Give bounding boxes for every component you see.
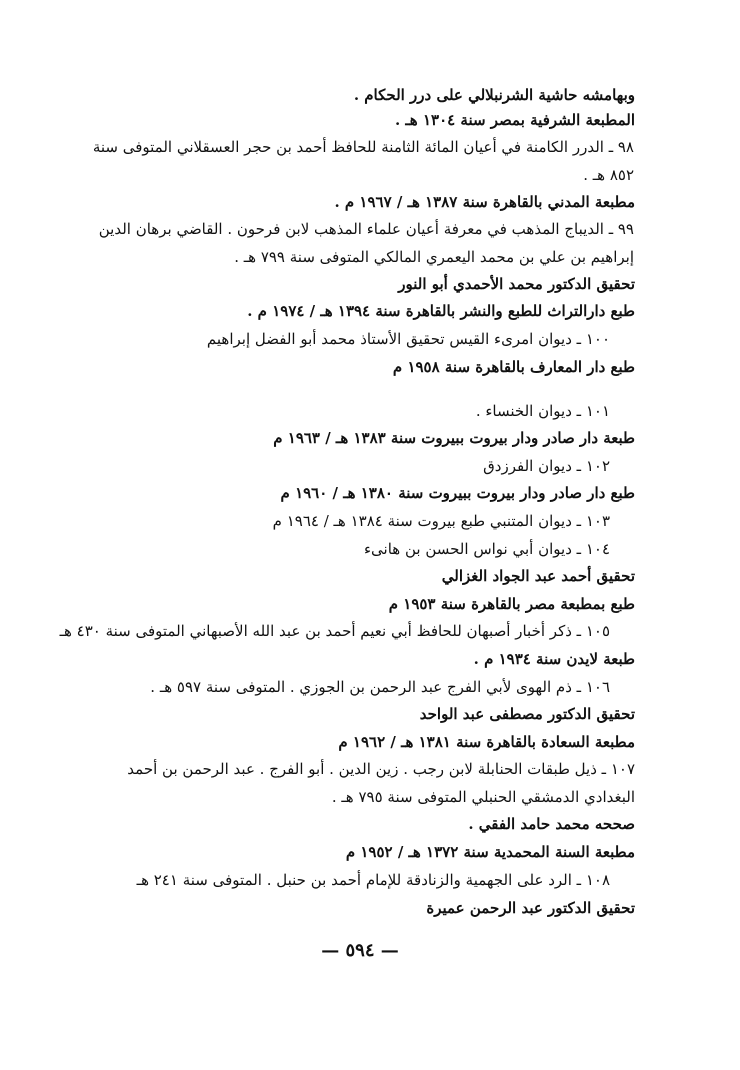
text-line: طبعة دار صادر ودار بيروت ببيروت سنة ١٣٨٣ هـ / ١٩٦٣ م [273, 429, 635, 447]
text-line: إبراهيم بن علي بن محمد اليعمري المالكي المتوفى سنة ٧٩٩ هـ . [234, 248, 634, 266]
text-line: ١٠٥ ـ ذكر أخبار أصبهان للحافظ أبي نعيم أحمد بن عبد الله الأصبهاني المتوفى سنة ٤٣٠ هـ [59, 622, 610, 640]
text-line: طبع دارالتراث للطبع والنشر بالقاهرة سنة ١٣٩٤ هـ / ١٩٧٤ م . [247, 302, 635, 320]
text-line: ٩٩ ـ الديباج المذهب في معرفة أعيان علماء المذهب لابن فرحون . القاضي برهان الدين [98, 220, 634, 238]
text-line: طبع دار المعارف بالقاهرة سنة ١٩٥٨ م [392, 358, 635, 376]
text-line: ١٠٦ ـ ذم الهوى لأبي الفرج عبد الرحمن بن الجوزي . المتوفى سنة ٥٩٧ هـ . [150, 678, 610, 696]
text-line: مطبعة المدني بالقاهرة سنة ١٣٨٧ هـ / ١٩٦٧ م . [334, 193, 635, 211]
text-line: ١٠٠ ـ ديوان امرىء القيس تحقيق الأستاذ محمد أبو الفضل إبراهيم [206, 330, 610, 348]
text-line: ١٠٨ ـ الرد على الجهمية والزنادقة للإمام أحمد بن حنبل . المتوفى سنة ٢٤١ هـ [136, 871, 610, 889]
text-line: ٨٥٢ هـ . [583, 166, 634, 184]
text-line: ٩٨ ـ الدرر الكامنة في أعيان المائة الثامنة للحافظ أحمد بن حجر العسقلاني المتوفى سنة [92, 138, 634, 156]
text-line: تحقيق الدكتور عبد الرحمن عميرة [426, 899, 635, 917]
text-line: ١٠٣ ـ ديوان المتنبي طبع بيروت سنة ١٣٨٤ هـ / ١٩٦٤ م [272, 512, 610, 530]
text-line: صححه محمد حامد الفقي . [468, 815, 635, 833]
text-line: ١٠٤ ـ ديوان أبي نواس الحسن بن هانىء [363, 540, 610, 558]
text-line: ١٠١ ـ ديوان الخنساء . [475, 402, 610, 420]
text-line: تحقيق أحمد عبد الجواد الغزالي [441, 567, 635, 585]
text-line: مطبعة السنة المحمدية سنة ١٣٧٢ هـ / ١٩٥٢ م [345, 843, 635, 861]
text-line: المطبعة الشرفية بمصر سنة ١٣٠٤ هـ . [394, 111, 635, 129]
text-line: تحقيق الدكتور محمد الأحمدي أبو النور [398, 275, 635, 293]
text-line: ١٠٢ ـ ديوان الفرزدق [483, 457, 610, 475]
text-line: طبعة لايدن سنة ١٩٣٤ م . [473, 650, 635, 668]
text-line: ١٠٧ ـ ذيل طبقات الحنابلة لابن رجب . زين الدين . أبو الفرج . عبد الرحمن بن أحمد [127, 760, 635, 778]
text-line: وبهامشه حاشية الشرنبلالي على درر الحكام . [353, 86, 635, 104]
text-line: البغدادي الدمشقي الحنبلي المتوفى سنة ٧٩٥ هـ . [331, 788, 635, 806]
text-line: طبع دار صادر ودار بيروت ببيروت سنة ١٣٨٠ هـ / ١٩٦٠ م [280, 484, 635, 502]
text-line: مطبعة السعادة بالقاهرة سنة ١٣٨١ هـ / ١٩٦٢ م [338, 733, 635, 751]
text-line: طبع بمطبعة مصر بالقاهرة سنة ١٩٥٣ م [388, 595, 635, 613]
text-line: تحقيق الدكتور مصطفى عبد الواحد [419, 705, 635, 723]
page-number: — ٥٩٤ — [321, 940, 399, 961]
